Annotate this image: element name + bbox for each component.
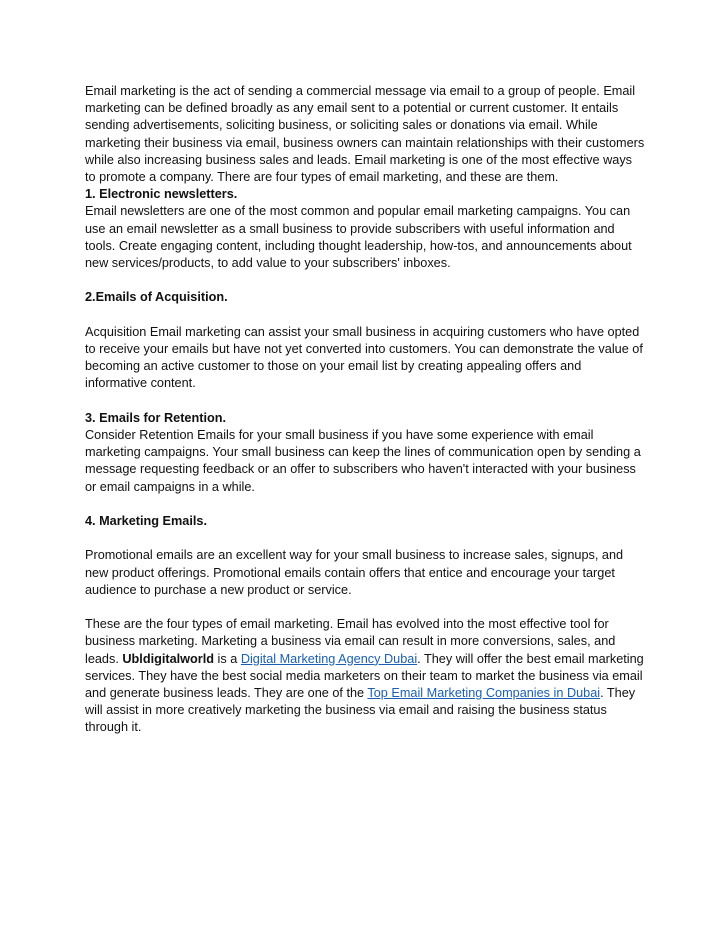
paragraph-spacer [85,272,645,289]
paragraph-spacer [85,307,645,324]
closing-text-part1: These are the four types of email marketing. Email has evolved into the most effective tool for business marketing. Marketing a business via email can result in more conversions, sales, and leads. [85,617,616,666]
section-body-marketing: Promotional emails are an excellent way for your small business to increase sales, signups, and new product offerings. Promotional emails contain offers that entice and encourage your target audience to purchase a new product or service. [85,548,624,597]
top-email-marketing-link[interactable]: Top Email Marketing Companies in Dubai [367,686,601,701]
closing-text-part4: . They will assist in more creatively marketing the business via email and raising the business status through it. [85,686,636,735]
document-page [85,83,645,737]
section-heading-acquisition: 2.Emails of Acquisition. [85,290,228,305]
section-body-newsletters: Email newsletters are one of the most common and popular email marketing campaigns. You can use an email newsletter as a small business to provide subscribers with useful information and tools. Create engaging content, including thought leadership, how-tos, and announcements about new services/products, to add value to your subscribers' inboxes. [85,204,632,271]
closing-paragraph [85,616,645,736]
section-heading-newsletters: 1. Electronic newsletters. [85,187,238,202]
section-body-acquisition: Acquisition Email marketing can assist your small business in acquiring customers who have opted to receive your emails but have not yet converted into customers. You can demonstrate the value of becoming an active customer to those on your email list by creating appealing offers and informative content. [85,324,643,391]
paragraph-spacer [85,530,645,547]
section-heading-marketing: 4. Marketing Emails. [85,514,207,529]
paragraph-spacer [85,599,645,616]
section-heading-retention: 3. Emails for Retention. [85,410,226,425]
digital-marketing-agency-link[interactable]: Digital Marketing Agency Dubai [240,651,418,666]
paragraph-spacer [85,393,645,410]
closing-text-part2: is a [214,651,241,666]
intro-paragraph: Email marketing is the act of sending a commercial message via email to a group of people. Email marketing can be defined broadly as any email sent to a potential or current customer. It entails sending advertisements, soliciting business, or soliciting sales or donations via email. While marketing their business via email, business owners can maintain relationships with their customers while also increasing business sales and leads. Email marketing is one of the most effective ways to promote a company. There are four types of email marketing, and these are them. [85,84,645,185]
closing-text-part3: . They will offer the best email marketing services. They have the best social media marketers on their team to market the business via email and generate business leads. They are one of the [85,651,644,701]
brand-name: Ubldigitalworld [122,651,215,666]
section-body-retention: Consider Retention Emails for your small business if you have some experience with email marketing campaigns. Your small business can keep the lines of communication open by sending a message requesting feedback or an offer to subscribers who haven't interacted with your business or email campaigns in a while. [85,428,641,494]
paragraph-spacer [85,496,645,513]
